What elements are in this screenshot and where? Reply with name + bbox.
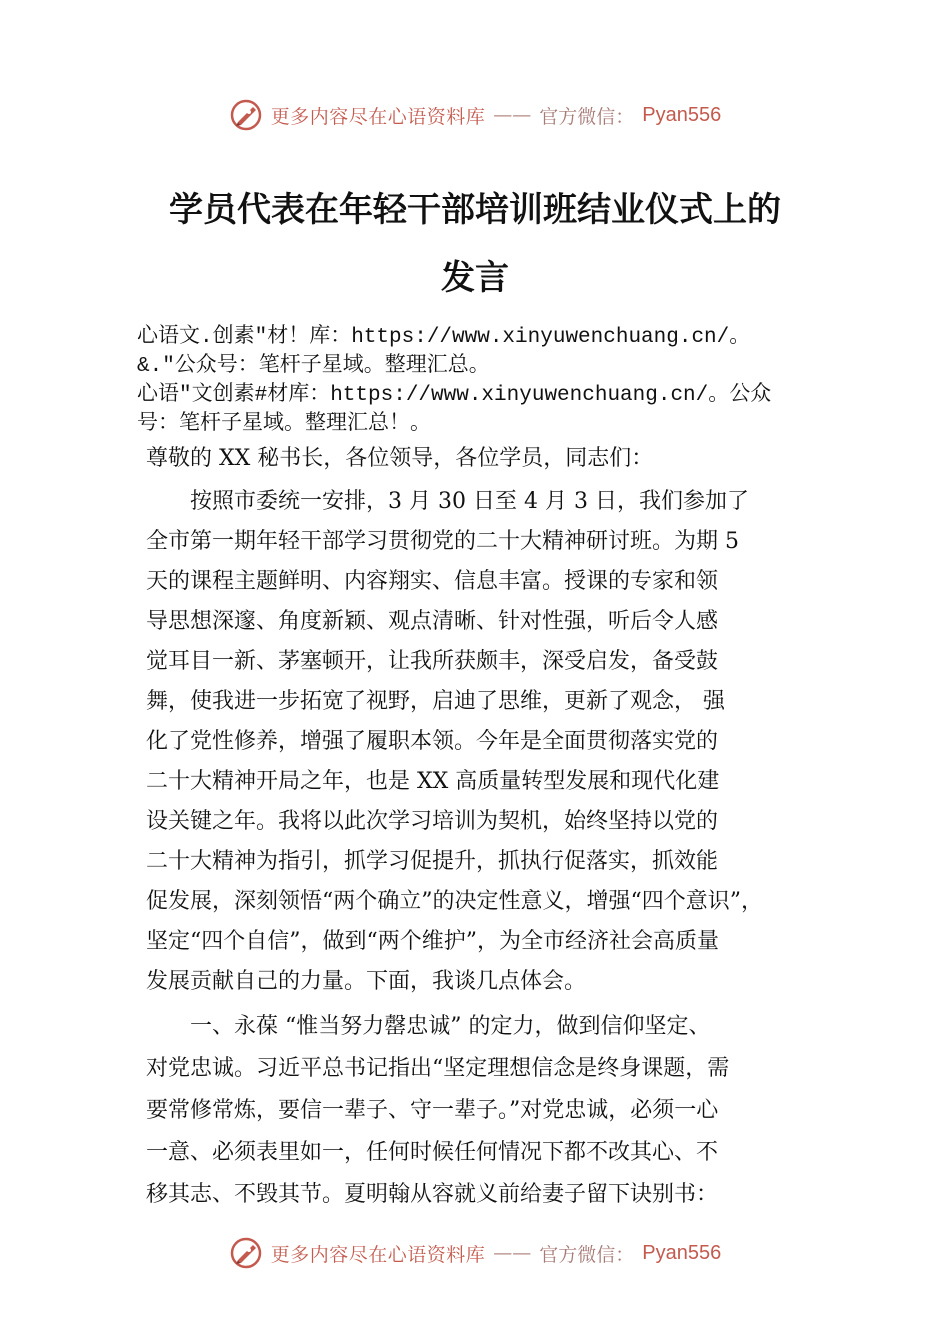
text-line: 促发展，深刻领悟“两个确立”的决定性意义，增强“四个意识”， [146, 889, 763, 914]
source-line: 心语″文创素#材库：https://www.xinyuwenchuang.cn/。公众 [137, 384, 772, 407]
text-line: 发展贡献自己的力量。下面，我谈几点体会。 [146, 969, 587, 994]
title-line: 发言 [441, 258, 509, 298]
banner-text: 更多内容尽在心语资料库 [270, 1243, 486, 1266]
text-line: 二十大精神为指引，抓学习促提升，抓执行促落实，抓效能 [146, 849, 719, 874]
banner-wechat-id: Pyan556 [642, 103, 722, 126]
text-line: 化了党性修养，增强了履职本领。今年是全面贯彻落实党的 [146, 729, 719, 754]
text-line: 天的课程主题鲜明、内容翔实、信息丰富。授课的专家和领 [146, 569, 719, 594]
salutation: 尊敬的 XX 秘书长，各位领导，各位学员，同志们： [146, 446, 654, 471]
text-line: 移其志、不毁其节。夏明翰从容就义前给妻子留下诀别书： [146, 1182, 719, 1207]
text-line: 二十大精神开局之年，也是 XX 高质量转型发展和现代化建 [146, 769, 720, 794]
source-line: 号：笔杆子星域。整理汇总！。 [137, 413, 431, 436]
text-line: 设关键之年。我将以此次学习培训为契机，始终坚持以党的 [146, 809, 719, 834]
text-line: 按照市委统一安排，3 月 30 日至 4 月 3 日，我们参加了 [146, 489, 749, 514]
text-line: 舞，使我进一步拓宽了视野，启迪了思维，更新了观念， 强 [146, 689, 725, 714]
text-line: 觉耳目一新、茅塞顿开，让我所获颇丰，深受启发，备受鼓 [146, 649, 719, 674]
text-line: 要常修常炼，要信一辈子、守一辈子。”对党忠诚，必须一心 [146, 1098, 719, 1123]
text-line: 全市第一期年轻干部学习贯彻党的二十大精神研讨班。为期 5 [146, 529, 739, 554]
text-line: 对党忠诚。习近平总书记指出“坚定理想信念是终身课题，需 [146, 1056, 730, 1081]
source-line: 心语文.创素″材！库：https://www.xinyuwenchuang.cn/。 [137, 326, 751, 349]
document-title [100, 176, 850, 312]
banner-separator: —— [493, 1242, 532, 1264]
brand-logo-icon [229, 1236, 263, 1270]
paragraph-2 [146, 1006, 836, 1216]
banner-text: 更多内容尽在心语资料库 [270, 105, 486, 128]
text-line: 一、永葆 “惟当努力罄忠诚” 的定力，做到信仰坚定、 [146, 1014, 711, 1039]
text-line: 一意、必须表里如一，任何时候任何情况下都不改其心、不 [146, 1140, 719, 1165]
banner-wechat-label: 官方微信： [539, 1243, 635, 1266]
text-line: 导思想深邃、角度新颖、观点清晰、针对性强，听后令人感 [146, 609, 719, 634]
text-line: 坚定“四个自信”，做到“两个维护”，为全市经济社会高质量 [146, 929, 719, 954]
header-banner [0, 93, 950, 137]
banner-separator: —— [493, 104, 532, 126]
banner-wechat-label: 官方微信： [539, 105, 635, 128]
footer-banner [0, 1231, 950, 1275]
brand-logo-icon [229, 98, 263, 132]
paragraph-1 [146, 482, 836, 1002]
banner-wechat-id: Pyan556 [642, 1241, 722, 1264]
title-line: 学员代表在年轻干部培训班结业仪式上的 [169, 190, 781, 230]
source-line: &.″公众号：笔杆子星域。整理汇总。 [137, 355, 490, 378]
